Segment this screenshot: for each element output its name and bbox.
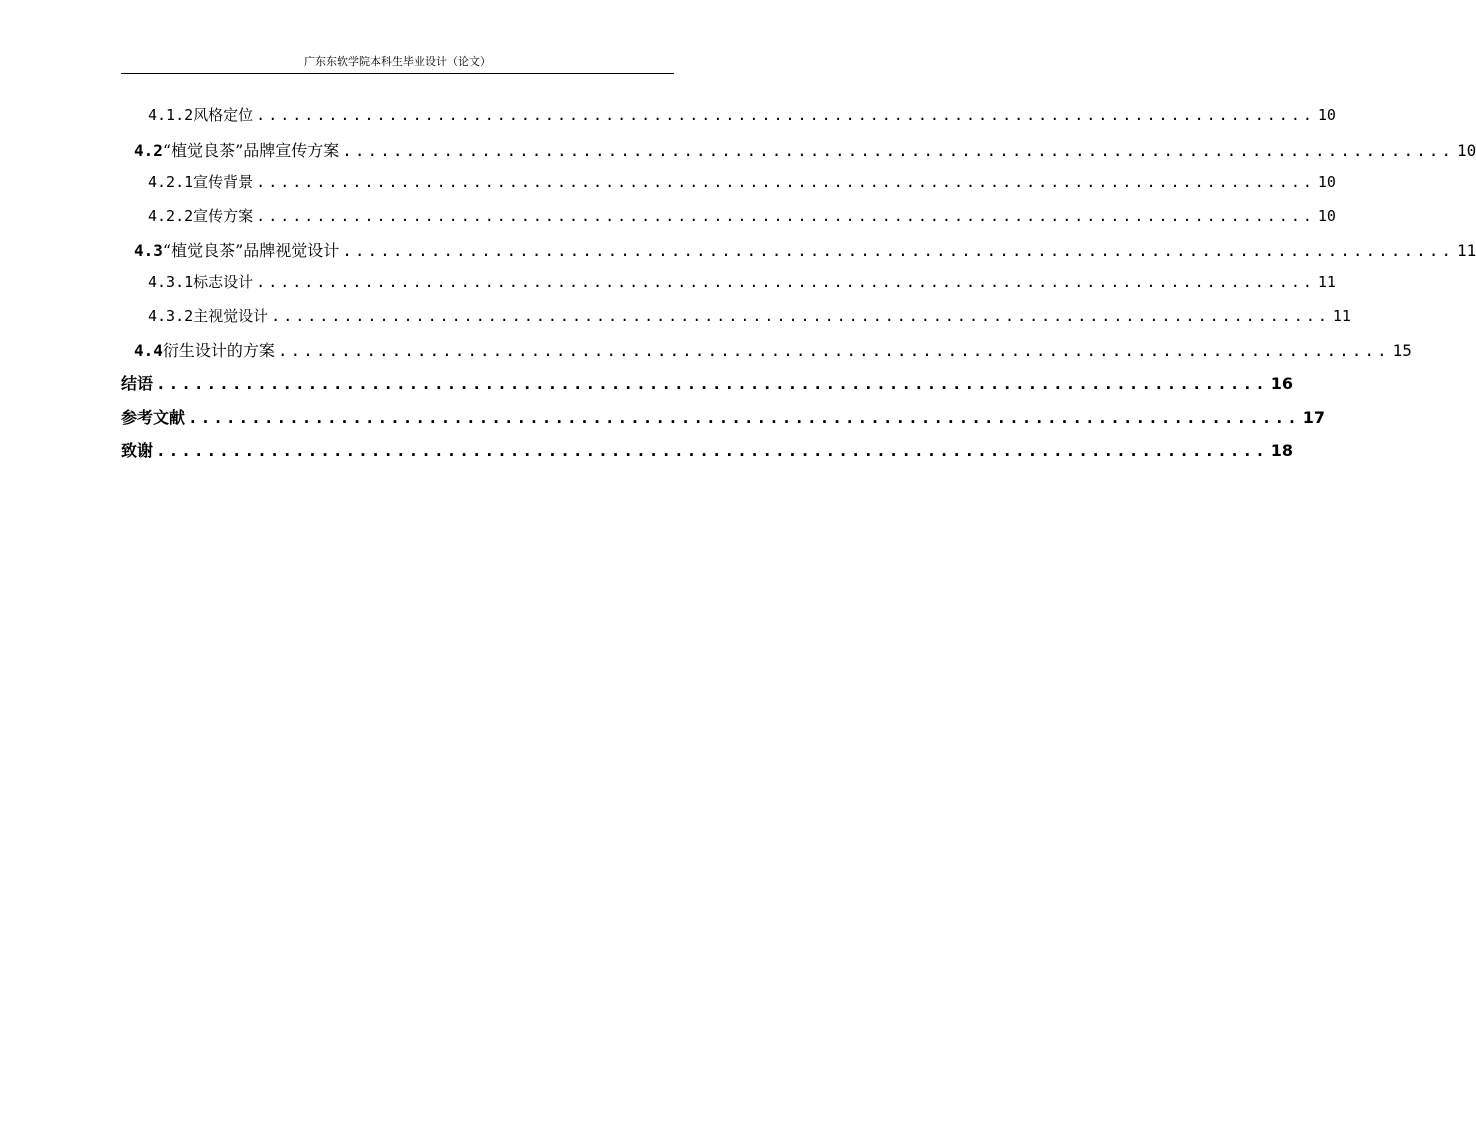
toc-entry-page: 10	[1456, 141, 1476, 160]
dot-leader: ........................................................................................	[256, 173, 1315, 191]
toc-entry-number: 4.3	[134, 241, 163, 260]
toc-entry-page: 15	[1392, 341, 1412, 360]
dot-leader: ........................................................................................	[156, 441, 1268, 460]
toc-entry[interactable]	[148, 271, 1336, 295]
toc-entry[interactable]	[148, 104, 1336, 128]
toc-entry[interactable]	[134, 238, 1476, 262]
toc-entry[interactable]	[121, 371, 1293, 395]
toc-entry[interactable]	[148, 171, 1336, 195]
toc-entry[interactable]	[121, 405, 1325, 429]
toc-entry-title: 标志设计	[193, 273, 254, 291]
toc-entry-page: 11	[1456, 241, 1476, 260]
toc-entry[interactable]	[134, 138, 1476, 162]
toc-entry[interactable]	[148, 205, 1336, 229]
page-header: 广东东软学院本科生毕业设计（论文）	[304, 55, 491, 68]
toc-entry-title: 参考文献	[121, 408, 186, 427]
toc-entry-title: 主视觉设计	[193, 307, 269, 325]
toc-entry-title: 衍生设计的方案	[162, 341, 275, 360]
toc-entry-page: 18	[1270, 441, 1293, 460]
toc-entry-number: 4.2.1	[148, 173, 194, 191]
toc-entry[interactable]	[121, 438, 1293, 462]
toc-entry-page: 11	[1332, 307, 1351, 325]
toc-entry-title: 宣传背景	[193, 173, 254, 191]
dot-leader: ........................................................................................	[156, 374, 1268, 393]
toc-entry-page: 10	[1317, 106, 1336, 124]
header-rule	[121, 73, 674, 74]
dot-leader: ........................................................................................	[256, 207, 1315, 225]
toc-entry-title: 结语	[121, 374, 154, 393]
dot-leader: ........................................................................................	[342, 241, 1454, 260]
toc-entry-number: 4.3.1	[148, 273, 194, 291]
toc-entry-title: 风格定位	[193, 106, 254, 124]
toc-entry-title: 致谢	[121, 441, 154, 460]
toc-entry-title: “植觉良茶”品牌宣传方案	[162, 141, 340, 160]
toc-entry-page: 16	[1270, 374, 1293, 393]
dot-leader: ........................................................................................	[342, 141, 1454, 160]
dot-leader: ........................................................................................	[271, 307, 1330, 325]
toc-entry-page: 17	[1302, 408, 1325, 427]
toc-entry-page: 10	[1317, 173, 1336, 191]
toc-entry-number: 4.1.2	[148, 106, 194, 124]
toc-entry-title: 宣传方案	[193, 207, 254, 225]
toc-entry[interactable]	[134, 338, 1412, 362]
toc-entry-page: 11	[1317, 273, 1336, 291]
dot-leader: ........................................................................................	[188, 408, 1300, 427]
toc-entry-number: 4.2	[134, 141, 163, 160]
toc-entry-title: “植觉良茶”品牌视觉设计	[162, 241, 340, 260]
toc-entry-page: 10	[1317, 207, 1336, 225]
toc-entry-number: 4.3.2	[148, 307, 194, 325]
toc-entry-number: 4.2.2	[148, 207, 194, 225]
dot-leader: ........................................................................................	[256, 273, 1315, 291]
dot-leader: ........................................................................................	[277, 341, 1390, 360]
dot-leader: ........................................................................................	[256, 106, 1315, 124]
toc-entry-number: 4.4	[134, 341, 163, 360]
toc-entry[interactable]	[148, 305, 1351, 329]
